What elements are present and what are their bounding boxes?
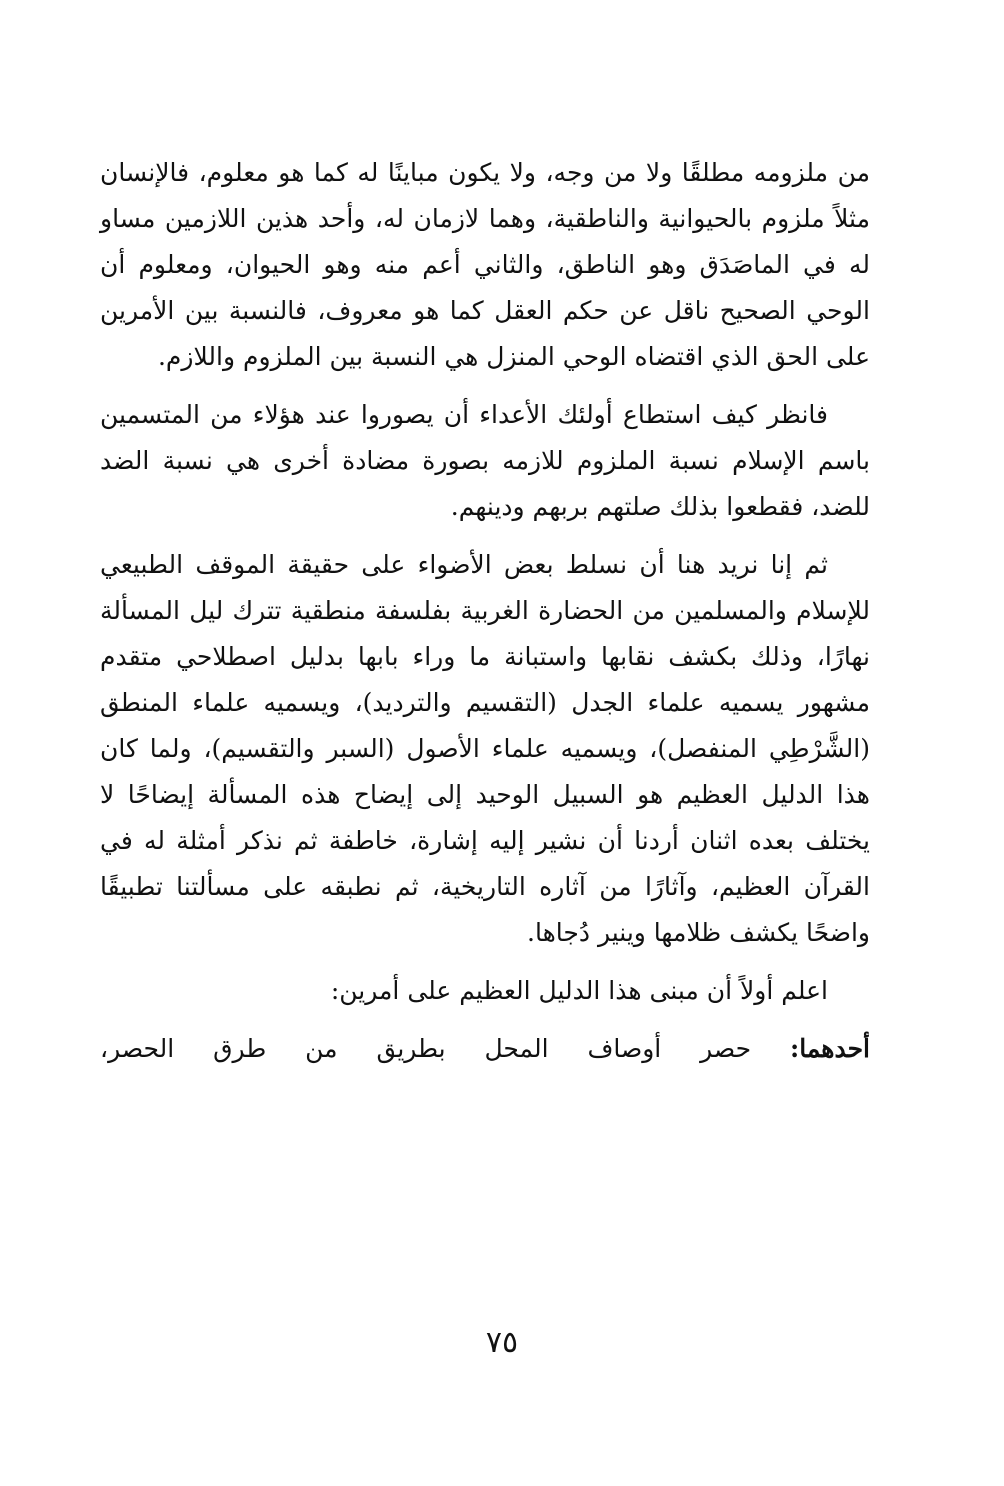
paragraph-4: اعلم أولاً أن مبنى هذا الدليل العظيم على أمرين: [330, 976, 828, 1005]
paragraph-2: فانظر كيف استطاع أولئك الأعداء أن يصوروا عند هؤلاء من المتسمين باسم الإسلام نسبة الملزوم للازمه بصورة مضادة أخرى هي نسبة الضد للضد، فقطعوا بذلك صلتهم بربهم ودينهم. [100, 400, 870, 521]
paragraph-5-lead: أحدهما: [790, 1034, 871, 1063]
page-number: ٧٥ [485, 1325, 519, 1360]
body-text [100, 150, 870, 1084]
paragraph-1: من ملزومه مطلقًا ولا من وجه، ولا يكون مباينًا له كما هو معلوم، فالإنسان مثلاً ملزوم بالحيوانية والناطقية، وهما لازمان له، وأحد هذين اللازمين مساو له في الماصَدَق وهو الناطق، والثاني أعم منه وهو الحيوان، ومعلوم أن الوحي الصحيح ناقل عن حكم العقل كما هو معروف، فالنسبة بين الأمرين على الحق الذي اقتضاه الوحي المنزل هي النسبة بين الملزوم واللازم. [100, 158, 870, 371]
paragraph-5-text: حصر أوصاف المحل بطريق من طرق الحصر، [100, 1034, 752, 1063]
paragraph-5 [100, 1026, 870, 1072]
paragraph-3: ثم إنا نريد هنا أن نسلط بعض الأضواء على حقيقة الموقف الطبيعي للإسلام والمسلمين من الحضارة الغربية بفلسفة منطقية تترك ليل المسألة نهارًا، وذلك بكشف نقابها واستبانة ما وراء بابها بدليل اصطلاحي متقدم مشهور يسميه علماء الجدل (التقسيم والترديد)، ويسميه علماء المنطق (الشَّرْطِي المنفصل)، ويسميه علماء الأصول (السبر والتقسيم)، ولما كان هذا الدليل العظيم هو السبيل الوحيد إلى إيضاح هذه المسألة إيضاحًا لا يختلف بعده اثنان أردنا أن نشير إليه إشارة، خاطفة ثم نذكر أمثلة له في القرآن العظيم، وآثارًا من آثاره التاريخية، ثم نطبقه على مسألتنا تطبيقًا واضحًا يكشف ظلامها وينير دُجاها. [100, 550, 870, 947]
